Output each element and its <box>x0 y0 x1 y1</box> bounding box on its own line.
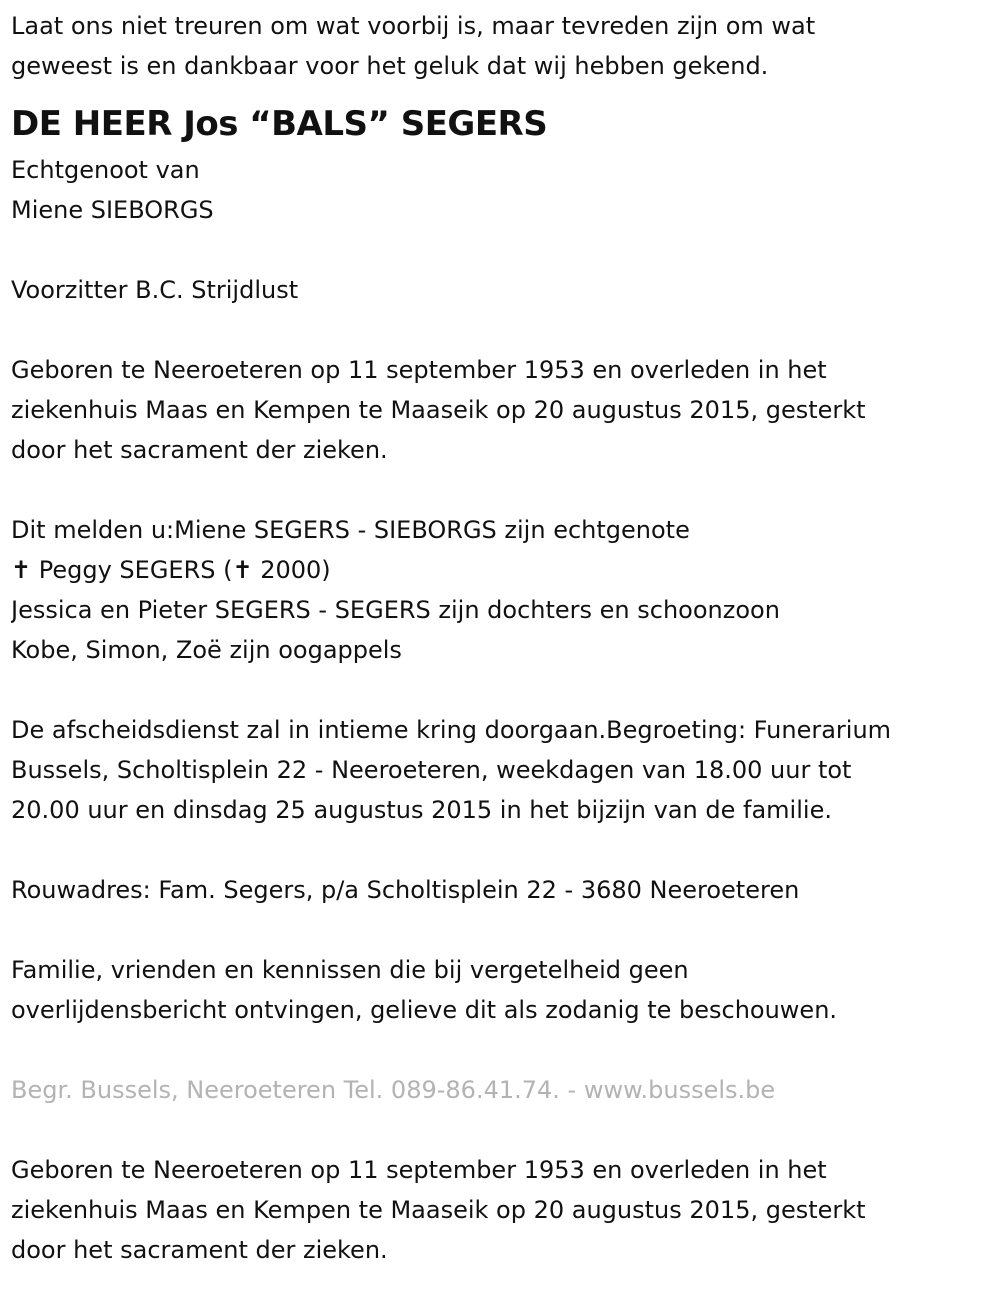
announcement-text: 2000) <box>252 556 331 584</box>
spacer <box>11 470 990 510</box>
birth-death-line: ziekenhuis Maas en Kempen te Maaseik op 20 augustus 2015, gesterkt <box>11 396 866 424</box>
announcement-line: Jessica en Pieter SEGERS - SEGERS zijn dochters en schoonzoon <box>11 596 780 624</box>
farewell-line: Bussels, Scholtisplein 22 - Neeroeteren, weekdagen van 18.00 uur tot <box>11 756 852 784</box>
footer-credit: Begr. Bussels, Neeroeteren Tel. 089-86.41.74. - www.bussels.be <box>11 1076 776 1104</box>
announcement-line <box>11 550 990 590</box>
quote-line: Laat ons niet treuren om wat voorbij is, maar tevreden zijn om wat <box>11 12 816 40</box>
birth-death-line: door het sacrament der zieken. <box>11 436 388 464</box>
quote-line: geweest is en dankbaar voor het geluk dat wij hebben gekend. <box>11 52 769 80</box>
spacer <box>11 830 990 870</box>
spacer <box>11 1110 990 1150</box>
announcement-line: Kobe, Simon, Zoë zijn oogappels <box>11 636 402 664</box>
spacer <box>11 1030 990 1070</box>
deceased-name: DE HEER Jos “BALS” SEGERS <box>11 104 548 144</box>
mourning-address: Rouwadres: Fam. Segers, p/a Scholtisplein 22 - 3680 Neeroeteren <box>11 876 800 904</box>
cross-icon: ✝ <box>11 556 32 584</box>
announcement-text: Peggy SEGERS ( <box>31 556 233 584</box>
spouse-name: Miene SIEBORGS <box>11 196 214 224</box>
farewell-line: De afscheidsdienst zal in intieme kring doorgaan.Begroeting: Funerarium <box>11 716 892 744</box>
spouse-label: Echtgenoot van <box>11 156 200 184</box>
announcement-line: Dit melden u:Miene SEGERS - SIEBORGS zijn echtgenote <box>11 516 690 544</box>
notice-line: Familie, vrienden en kennissen die bij vergetelheid geen <box>11 956 689 984</box>
cross-icon: ✝ <box>232 556 253 584</box>
spacer <box>11 230 990 270</box>
spacer <box>11 310 990 350</box>
birth-death-repeat-line: Geboren te Neeroeteren op 11 september 1953 en overleden in het <box>11 1156 827 1184</box>
spacer <box>11 910 990 950</box>
birth-death-repeat-line: door het sacrament der zieken. <box>11 1236 388 1264</box>
farewell-line: 20.00 uur en dinsdag 25 augustus 2015 in het bijzijn van de familie. <box>11 796 832 824</box>
deceased-role: Voorzitter B.C. Strijdlust <box>11 276 299 304</box>
birth-death-line: Geboren te Neeroeteren op 11 september 1953 en overleden in het <box>11 356 827 384</box>
notice-line: overlijdensbericht ontvingen, gelieve dit als zodanig te beschouwen. <box>11 996 838 1024</box>
spacer <box>11 670 990 710</box>
birth-death-repeat-line: ziekenhuis Maas en Kempen te Maaseik op 20 augustus 2015, gesterkt <box>11 1196 866 1224</box>
